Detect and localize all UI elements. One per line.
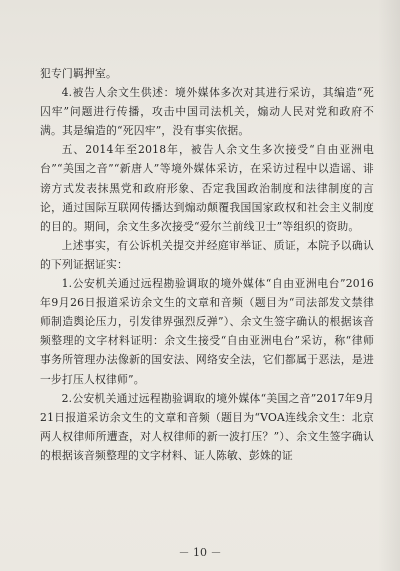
- page-number: － 10 －: [178, 546, 222, 559]
- page-edge-shadow: [378, 0, 400, 571]
- paragraph-section-five: 五、2014年至2018年，被告人余文生多次接受“自由亚洲电台”“美国之音”“新唐人”等境外媒体采访，在采访过程中以造谣、诽谤方式发表抹黑党和政府形象、否定我国政治制度和法律制度的言论，通过国际互联网传播达到煽动颠覆我国国家政权和社会主义制度的目的。期间，余文生多次接受“爱尔兰前线卫士”等组织的资助。: [40, 143, 374, 233]
- paragraph-evidence-2: 2.公安机关通过远程勘验调取的境外媒体“美国之音”2017年9月21日报道采访余文生的文章和音频（题目为“VOA连线余文生：北京两人权律师所遭查，对人权律师的新一波打压？”）、余文生签字确认的根据该音频整理的文字材料、证人陈敏、彭姝的证: [40, 391, 374, 462]
- paragraph-defendant-statement: 4.被告人余文生供述：境外媒体多次对其进行采访，其编造“死囚牢”问题进行传播，攻击中国司法机关，煽动人民对党和政府不满。其是编造的“死囚牢”，没有事实依据。: [40, 86, 374, 138]
- paragraph-continuation: 犯专门羁押室。: [40, 67, 117, 80]
- paragraph-evidence-1: 1.公安机关通过远程勘验调取的境外媒体“自由亚洲电台”2016年9月26日报道采访余文生的文章和音频（题目为“司法部发文禁律师制造舆论压力，引发律界强烈反弹”）、余文生签字确认的根据该音频整理的文字材料证明：余文生接受“自由亚洲电台”采访，称“律师事务所管理办法像新的国安法、网络安全法，它们都属于恶法，是进一步打压人权律师”。: [40, 277, 374, 386]
- paragraph-evidence-intro: 上述事实，有公诉机关提交并经庭审举证、质证，本院予以确认的下列证据证实：: [40, 238, 374, 271]
- document-body: [40, 64, 374, 465]
